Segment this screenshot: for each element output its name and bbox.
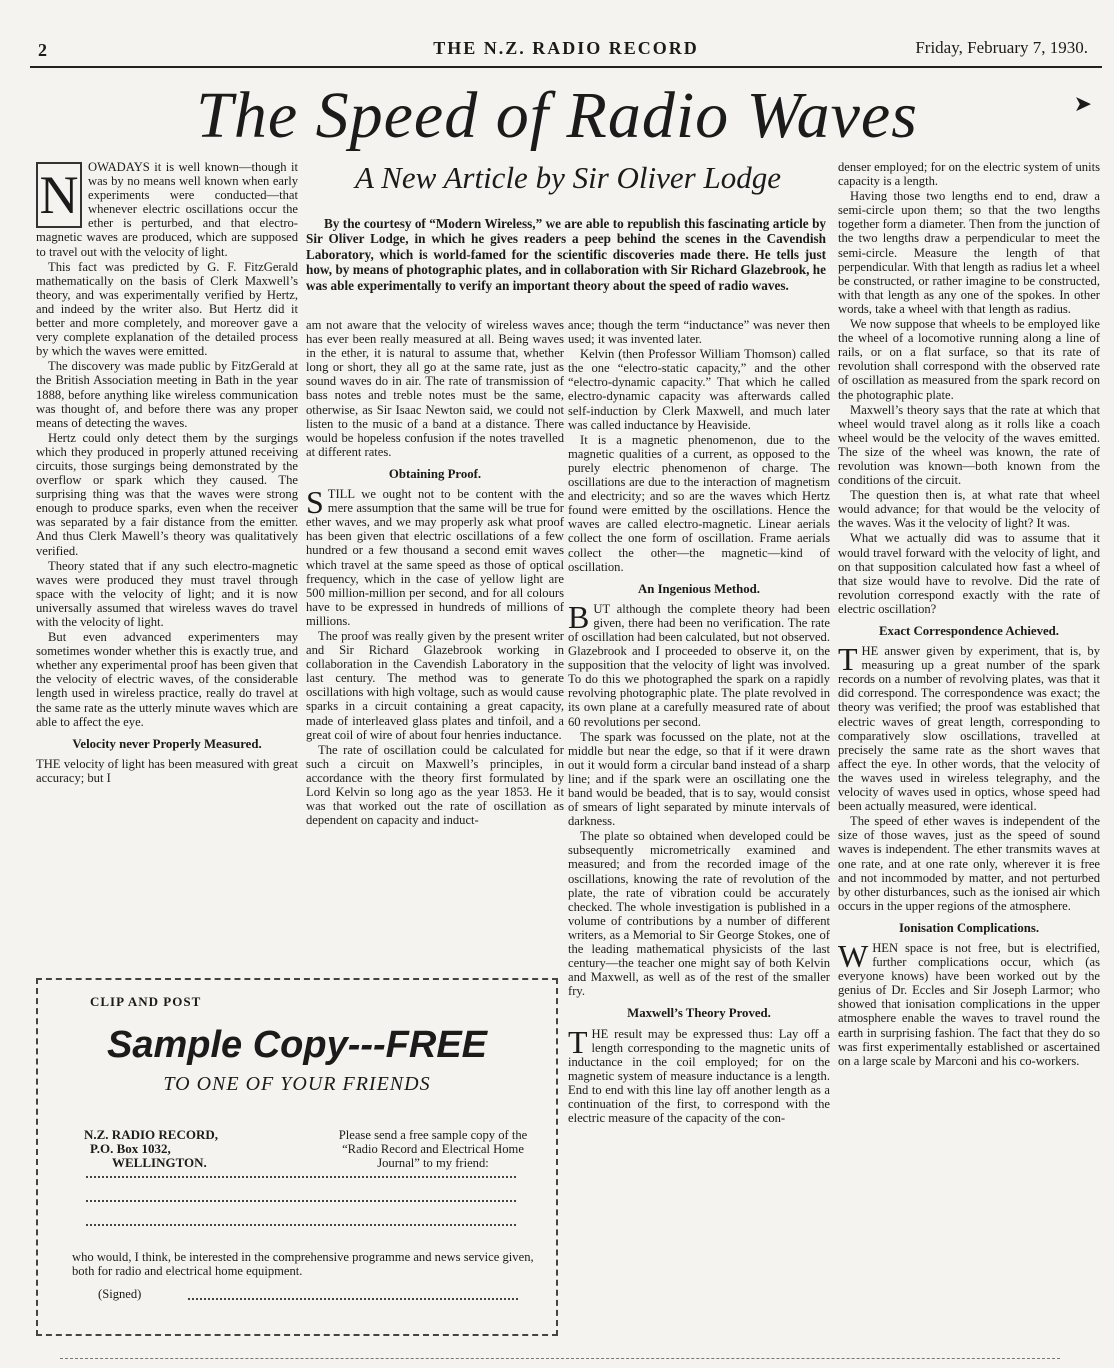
friend-address-line[interactable] — [86, 1224, 516, 1226]
page-header — [30, 36, 1102, 66]
paragraph: What we actually did was to assume that it would travel forward with the velocity of light, and on that supposition calculated how fast a wheel of that size would have to revolve. Did the rate of revolution correspond exactly with the rate of electric oscillation? — [838, 531, 1100, 616]
coupon-address: N.Z. RADIO RECORD, P.O. Box 1032, WELLINGTON. — [84, 1127, 218, 1170]
section-heading: Obtaining Proof. — [388, 466, 482, 481]
section-heading: Maxwell’s Theory Proved. — [627, 1006, 771, 1021]
article-column-4 — [838, 160, 1100, 1360]
paragraph: The proof was really given by the present writer and Sir Richard Glazebrook working in collaboration in the Cavendish Laboratory in the last century. The method was to generate oscillations with high voltage, such as would cause sparks in a circuit containing a great capacity, made of interleaved glass plates and tinfoil, and a great coil of wire of about four henries inductance. — [306, 628, 564, 742]
sample-copy-coupon[interactable] — [36, 978, 558, 1336]
paragraph: THE answer given by experiment, that is, by measuring up a great number of the spark records on a number of revolving plates, was that it did correspond. The correspondence was exact; the theory was verified; the proof was established that electric waves of great length, corresponding to comparatively slow oscillations, travelled at precisely the same rate as the short waves that affect the eye. In other words, that the velocity of the waves used in wireless telegraphy, and the velocity of waves used in optics, whose speed had been actually measured, were identical. — [838, 641, 1100, 814]
paragraph: The plate so obtained when developed could be subsequently micrometrically examined and measured; and from the recorded image of the oscillations, knowing the rate of revolution of the plate, the rate of vibration could be accurately checked. The whole investigation is published in a volume of contributions by a number of different writers, as a Memorial to Sir George Stokes, one of the leading mathematical physicists of the last century—the teacher one might say of both Kelvin and Maxwell, as well as of the rest of the smaller fry. — [568, 829, 830, 999]
paragraph: Theory stated that if any such electro-magnetic waves were produced they must travel through space with the velocity of light; and it is now universally assumed that wireless waves do travel with the velocity of light. — [36, 558, 298, 629]
drop-cap: S — [306, 484, 324, 521]
article-intro: By the courtesy of “Modern Wireless,” we are able to republish this fascinating article by Sir Oliver Lodge, in which he gives readers a peep behind the scenes in the Cavendish Laboratory, which is world-famed for the scientific discoveries made there. He tells just how, by means of photographic plates, and in collaboration with Sir Richard Glazebrook, he was able experimentally to verify an important theory about the speed of radio waves. — [306, 216, 826, 293]
drop-cap: W — [838, 937, 869, 974]
paragraph: The rate of oscillation could be calculated for such a circuit on Maxwell’s principles, in accordance with the theory first formulated by Lord Kelvin so long ago as the year 1853. He it was that worked out the rate of oscillation as dependent on capacity and induct- — [306, 742, 564, 828]
header-rule — [30, 66, 1102, 68]
paragraph: ance; though the term “inductance” was never then used; it was invented later. — [568, 318, 830, 347]
article-column-1 — [36, 160, 298, 950]
paragraph: We now suppose that wheels to be employed like the wheel of a locomotive running along a line of rails, or on a flat surface, so that its rate of revolution shall correspond with the observed rate of oscillation as measured from the spark record on the photographic plate. — [838, 317, 1100, 402]
drop-cap: T — [838, 641, 858, 678]
paragraph: denser employed; for on the electric system of units capacity is a length. — [838, 160, 1100, 189]
article-title: The Speed of Radio Waves — [196, 79, 918, 152]
coupon-note: who would, I think, be interested in the comprehensive programme and news service given, both for radio and electrical home equipment. — [72, 1250, 534, 1278]
paragraph: But even advanced experimenters may sometimes wonder whether this is exactly true, and whether any experimental proof has been given that the velocity of electric waves, of the considerable length used in wireless practice, really do travel at the same rate as the utterly minute waves which are able to affect the eye. — [36, 630, 298, 729]
paragraph: WHEN space is not free, but is electrified, further complications occur, which (as everyone knows) have been worked out by the genius of Dr. Eccles and Sir Joseph Larmor; who showed that ionisation complications in the upper atmosphere enable the waves to travel round the earth in surprising fashion. The fact that they do so was first experimentally established or ascertained on a large scale by Marconi and his co-workers. — [838, 937, 1100, 1068]
coupon-headline: Sample Copy---FREE — [106, 1024, 488, 1066]
paragraph: Maxwell’s theory says that the rate at which that wheel would travel along as it rolls like a coach wheel would be the velocity of the waves emitted. The size of the wheel was known, the rate of revolution was known—both known from the conditions of the circuit. — [838, 402, 1100, 488]
bottom-rule — [60, 1358, 1060, 1359]
paragraph: The spark was focussed on the plate, not at the middle but near the edge, so that if it were drawn out it would form a circular band instead of a sharp line; and if the spark were an oscillating one the band would be beaded, that is to say, would consist of smears of light separated by minute intervals of darkness. — [568, 729, 830, 829]
paragraph: It is a magnetic phenomenon, due to the magnetic qualities of a current, as opposed to the purely electric phenomenon of charge. The oscillations are due to the interaction of magnetism and electricity; and so are the waves which Hertz found were emitted by the oscillations. Hence the waves are called electro-magnetic. Linear aerials collect the one form of oscillation. Frame aerials collect the other—the magnetic—kind of oscillation. — [568, 432, 830, 574]
signed-label: (Signed) — [98, 1287, 142, 1301]
section-heading: Exact Correspondence Achieved. — [879, 624, 1059, 638]
friend-name-line[interactable] — [86, 1176, 516, 1178]
paragraph: The discovery was made public by FitzGerald at the British Association meeting in Bath in the year 1888, before anything like wireless communication was thought of, and before there was any proper means of detecting the waves. — [36, 359, 298, 430]
page-number: 2 — [38, 40, 47, 60]
paragraph: THE result may be expressed thus: Lay off a length corresponding to the magnetic units of inductance in the coil employed; for on the magnetic system of measure inductance is a length. End to end with this line lay off another length as a continuation of the first, to correspond with the electric measure of the capacity of the con- — [568, 1023, 830, 1126]
paragraph: am not aware that the velocity of wireless waves has ever been really measured at all. Being waves in the ether, it is natural to assume that, whether long or short, they all go at the same rate, just as sound waves do in air. The rate of transmission of bass notes and treble notes must be the same, otherwise, as Sir Isaac Newton said, we could not listen to the music of a band at a distance. There would be hopeless confusion if the notes travelled at different rates. — [306, 318, 564, 459]
issue-date: Friday, February 7, 1930. — [915, 38, 1088, 57]
paragraph: Having those two lengths end to end, draw a semi-circle upon them; so that the two lengths together form a diameter. Then from the junction of the two lengths draw a perpendicular to meet the semi-circle. Measure the length of that perpendicular. With that length as radius let a wheel be constructed, or rather imagine to be constructed, with that length as any one of the spokes. In other words, take a wheel with that length as radius. — [838, 189, 1100, 316]
paragraph: N OWADAYS it is well known—though it was by no means well known when early experiments were conducted—that whenever electric oscillations occur the ether is perturbed, and that electro-magnetic waves are produced, which are supposed to travel out with the velocity of light. — [36, 160, 298, 259]
paragraph: Kelvin (then Professor William Thomson) called the one “electro-static capacity,” and the other “electro-dynamic capacity.” That which he called electro-dynamic capacity was afterwards called self-induction by Clerk Maxwell, and much later was called inductance by Heaviside. — [568, 347, 830, 432]
article-column-2 — [306, 318, 564, 948]
paragraph: BUT although the complete theory had been given, there had been no verification. The rate of oscillation had been calculated, but not observed. Glazebrook and I proceeded to observe it, on the supposition that the velocity of light was involved. To do this we photographed the spark on a rapidly revolving photographic plate. The plate revolved in its own plane at a carefully measured rate of about 60 revolutions per second. — [568, 598, 830, 729]
article-subtitle: A New Article by Sir Oliver Lodge — [355, 160, 781, 195]
paragraph: Hertz could only detect them by the surgings which they produced in properly attuned receiving circuits, those surgings being demonstrated by the overflow or spark which they caused. The surprising thing was that the waves were strong enough to produce sparks, even when the receiver was separated by a fair distance from the emitter. And thus Clerk Mawell’s theory was qualitatively verified. — [36, 430, 298, 558]
paragraph: STILL we ought not to be content with the mere assumption that the same will be true for ether waves, and we may properly ask what proof has been given that electric oscillations of a few hundred or a few thousand a second emit waves which travel at the same speed as those of optical frequency, which in the case of yellow light are 500 million-million per second, and for all colours have to be expressed in hundreds of millions of millions. — [306, 484, 564, 628]
signature-line[interactable] — [188, 1298, 518, 1300]
paragraph: The speed of ether waves is independent of the size of those waves, just as the speed of sound waves is independent. The ether transmits waves at one rate, and at one rate only, wherever it is free and not incommoded by matter, and not perturbed by other disturbances, such as the ionised air which occurs in the upper regions of the atmosphere. — [838, 814, 1100, 913]
section-heading: Velocity never Properly Measured. — [72, 736, 262, 751]
coupon-request-text: Please send a free sample copy of the “Radio Record and Electrical Home Journal” to my friend: — [338, 1128, 528, 1170]
friend-address-line[interactable] — [86, 1200, 516, 1202]
ornament-icon: ➤ — [1073, 92, 1092, 117]
section-heading: An Ingenious Method. — [638, 581, 760, 596]
paragraph: The question then is, at what rate that wheel would advance; for that would be the velocity of the waves. Was it the velocity of light? It was. — [838, 488, 1100, 531]
drop-cap: N — [36, 162, 82, 228]
article-column-3 — [568, 318, 830, 1358]
drop-cap: B — [568, 598, 590, 635]
coupon-subheadline: TO ONE OF YOUR FRIENDS — [163, 1073, 431, 1095]
paragraph: THE velocity of light has been measured with great accuracy; but I — [36, 756, 298, 785]
paragraph: This fact was predicted by G. F. FitzGerald mathematically on the basis of Clerk Maxwell’s theory, and was experimentally verified by Hertz, and indeed by the writer also. But Hertz did it better and more completely, and moreover gave a very complete explanation of the detailed process by which the waves were emitted. — [36, 259, 298, 359]
clip-and-post-label: CLIP AND POST — [90, 994, 202, 1009]
publication-name: THE N.Z. RADIO RECORD — [433, 38, 699, 58]
drop-cap: T — [568, 1023, 588, 1060]
section-heading: Ionisation Complications. — [898, 920, 1040, 935]
